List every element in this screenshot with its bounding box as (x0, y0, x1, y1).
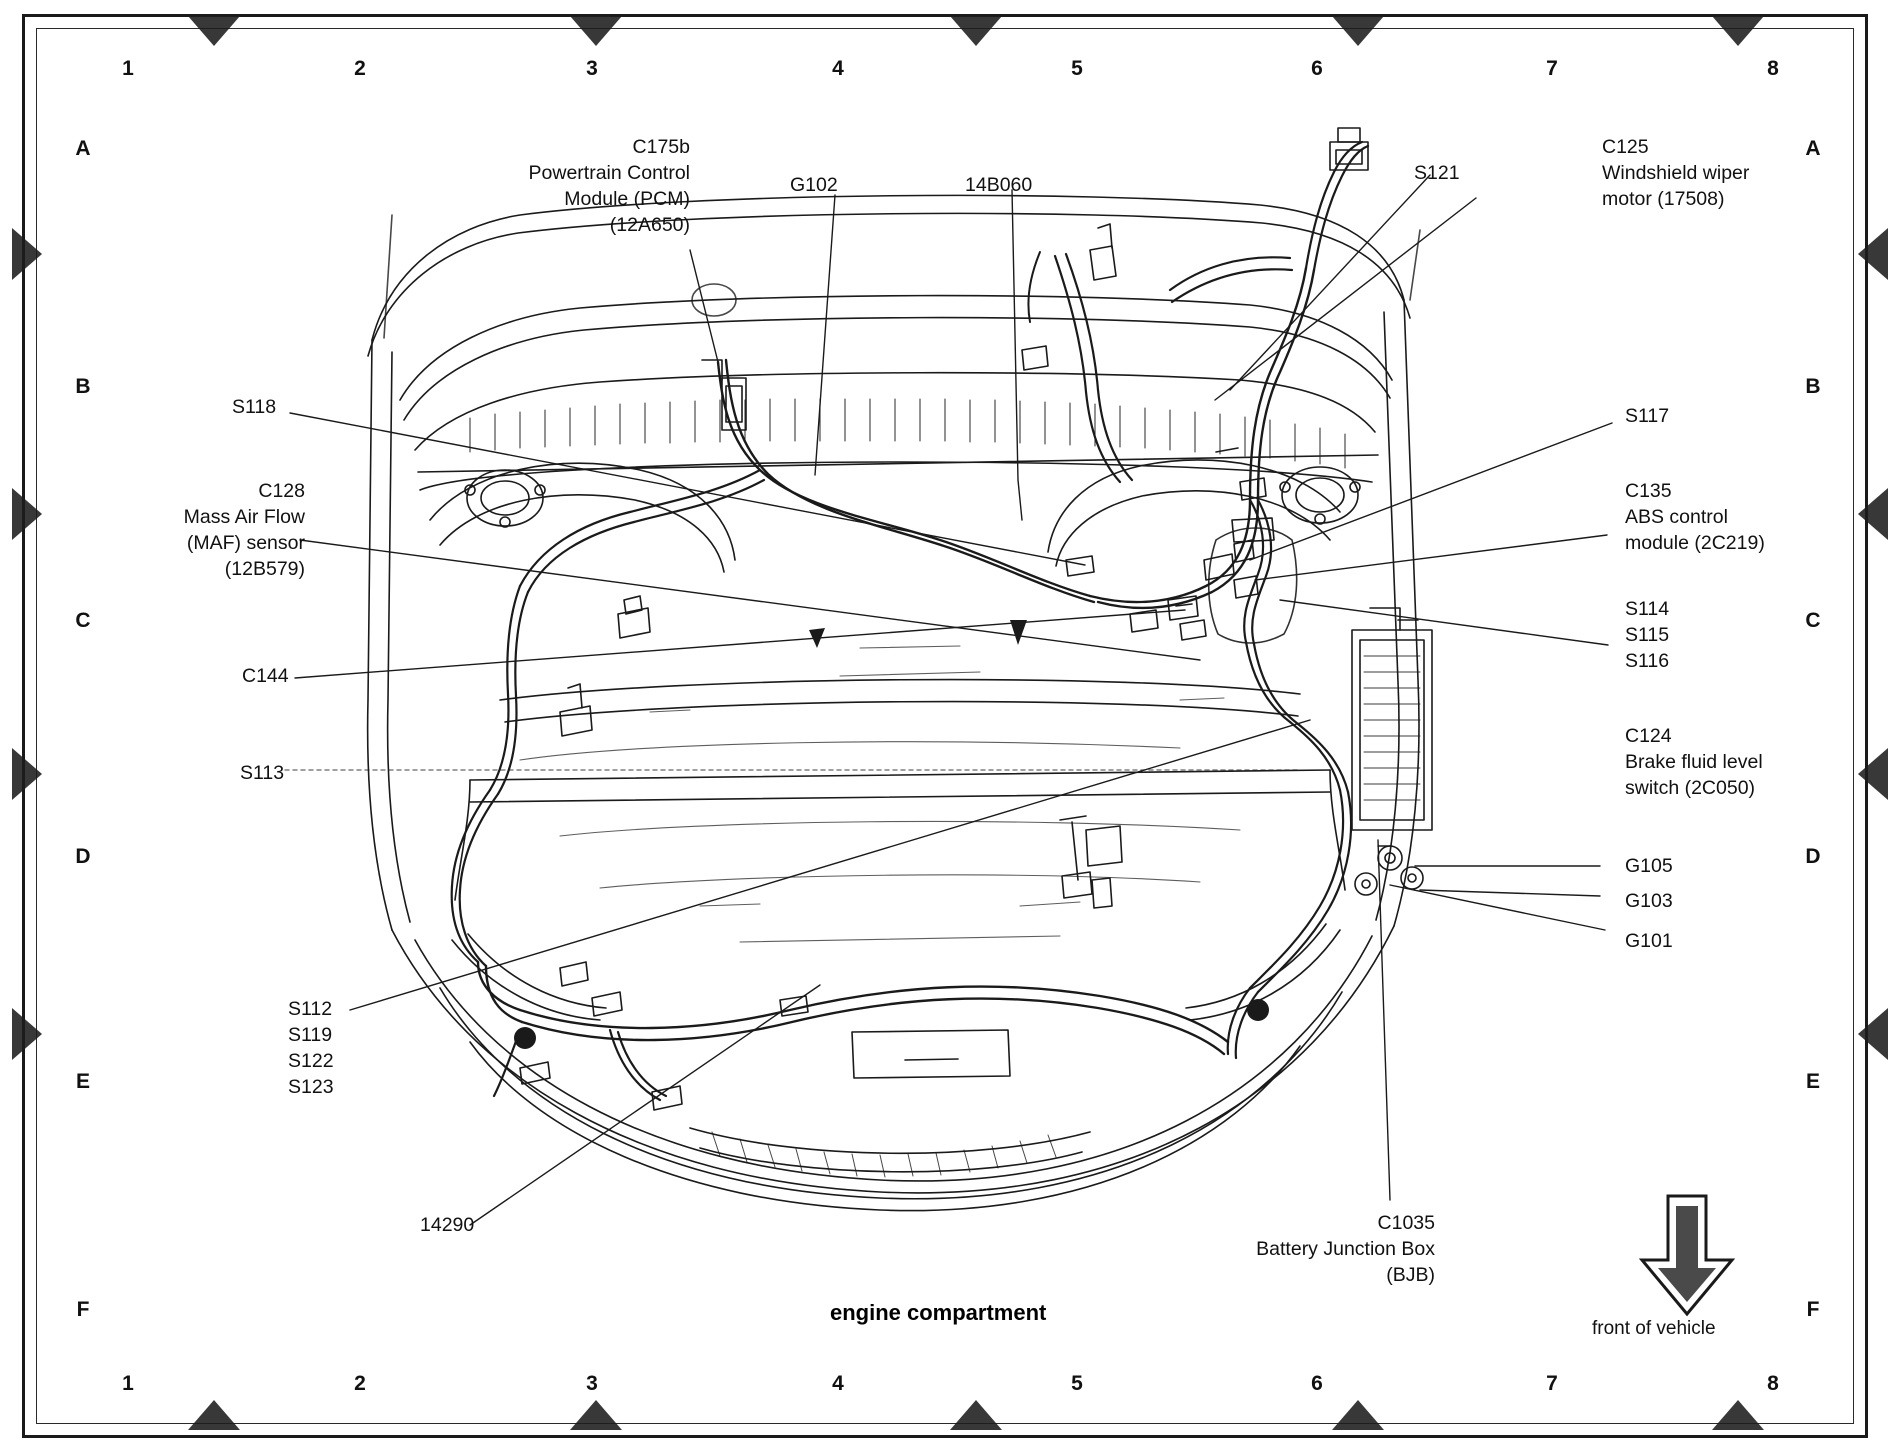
grid-column-7-top: 7 (1546, 57, 1558, 80)
callout-c175b-line-4: (12A650) (609, 214, 690, 236)
grid-column-6-bottom: 6 (1311, 1372, 1323, 1395)
registration-mark-icon (12, 748, 42, 800)
callout-s121 (1414, 160, 1460, 186)
callout-s113-line-1: S113 (240, 762, 285, 784)
callout-c135-line-3: module (2C219) (1625, 532, 1765, 554)
callout-c175b-line-3: Module (PCM) (564, 188, 690, 210)
callout-c175b-line-2: Powertrain Control (528, 162, 690, 184)
callout-c124-line-2: Brake fluid level (1625, 751, 1763, 773)
callout-c128 (140, 478, 305, 582)
registration-mark-icon (1858, 748, 1888, 800)
callout-c144-line-1: C144 (242, 665, 289, 687)
grid-column-2-bottom: 2 (354, 1372, 366, 1395)
registration-mark-icon (1712, 16, 1764, 46)
callout-s116-line-3: S116 (1625, 650, 1670, 672)
callout-c124 (1625, 723, 1763, 801)
grid-column-5-top: 5 (1071, 57, 1083, 80)
callout-14b060 (965, 172, 1032, 198)
registration-mark-icon (12, 1008, 42, 1060)
registration-mark-icon (570, 16, 622, 46)
callout-g105-line-1: G105 (1625, 855, 1673, 877)
front-of-vehicle-label: front of vehicle (1592, 1318, 1716, 1339)
callout-g101-line-1: G101 (1625, 930, 1673, 952)
callout-s122-line-3: S122 (288, 1050, 334, 1072)
grid-row-e-right: E (1805, 1070, 1820, 1093)
callout-c128-line-2: Mass Air Flow (183, 506, 305, 528)
callout-s123-line-4: S123 (288, 1076, 334, 1098)
callout-c124-line-3: switch (2C050) (1625, 777, 1756, 799)
registration-mark-icon (188, 16, 240, 46)
grid-row-e-left: E (75, 1070, 90, 1093)
grid-column-8-bottom: 8 (1767, 1372, 1779, 1395)
grid-column-1-bottom: 1 (122, 1372, 134, 1395)
callout-g101 (1625, 928, 1673, 954)
callout-s112-group (288, 996, 334, 1100)
callout-c144 (242, 663, 289, 689)
callout-14b060-line-1: 14B060 (965, 174, 1033, 196)
callout-c135 (1625, 478, 1765, 556)
callout-14290-line-1: 14290 (420, 1214, 475, 1236)
callout-g103-line-1: G103 (1625, 890, 1673, 912)
registration-mark-icon (1712, 1400, 1764, 1430)
grid-row-f-left: F (76, 1298, 90, 1321)
callout-s117 (1625, 403, 1669, 429)
front-of-vehicle-arrow-icon (1632, 1190, 1742, 1320)
callout-c124-line-1: C124 (1625, 725, 1672, 747)
grid-column-2-top: 2 (354, 57, 366, 80)
grid-column-3-bottom: 3 (586, 1372, 598, 1395)
callout-g102-line-1: G102 (790, 174, 838, 196)
callout-c135-line-1: C135 (1625, 480, 1672, 502)
grid-row-a-right: A (1805, 137, 1821, 160)
callout-g103 (1625, 888, 1673, 914)
callout-c1035-line-3: (BJB) (1386, 1264, 1435, 1286)
callout-c1035 (1200, 1210, 1435, 1288)
callout-c135-line-2: ABS control (1625, 506, 1728, 528)
registration-mark-icon (1332, 16, 1384, 46)
page-border-inner (36, 28, 1854, 1424)
grid-column-5-bottom: 5 (1071, 1372, 1083, 1395)
grid-row-b-left: B (75, 375, 91, 398)
callout-s118 (232, 394, 276, 420)
grid-row-c-left: C (75, 609, 91, 632)
callout-s114-s116 (1625, 596, 1669, 674)
registration-mark-icon (1858, 1008, 1888, 1060)
callout-c125-line-2: Windshield wiper (1602, 162, 1750, 184)
registration-mark-icon (950, 16, 1002, 46)
grid-row-a-left: A (75, 137, 91, 160)
callout-s112-line-1: S112 (288, 998, 333, 1020)
callout-c175b-line-1: C175b (632, 136, 690, 158)
callout-s113 (240, 760, 284, 786)
grid-row-c-right: C (1805, 609, 1821, 632)
callout-s119-line-2: S119 (288, 1024, 333, 1046)
callout-c125 (1602, 134, 1749, 212)
callout-s117-line-1: S117 (1625, 405, 1670, 427)
callout-c1035-line-1: C1035 (1377, 1212, 1435, 1234)
callout-c128-line-3: (MAF) sensor (186, 532, 305, 554)
grid-column-4-top: 4 (832, 57, 844, 80)
grid-column-1-top: 1 (122, 57, 134, 80)
callout-c128-line-4: (12B579) (224, 558, 305, 580)
callout-c175b (450, 134, 690, 238)
grid-row-d-left: D (75, 845, 91, 868)
callout-c1035-line-2: Battery Junction Box (1256, 1238, 1435, 1260)
registration-mark-icon (1332, 1400, 1384, 1430)
registration-mark-icon (1858, 228, 1888, 280)
callout-14290 (420, 1212, 474, 1238)
grid-row-f-right: F (1806, 1298, 1820, 1321)
grid-row-d-right: D (1805, 845, 1821, 868)
registration-mark-icon (12, 488, 42, 540)
grid-column-8-top: 8 (1767, 57, 1779, 80)
callout-s118-line-1: S118 (232, 396, 277, 418)
registration-mark-icon (12, 228, 42, 280)
callout-c125-line-3: motor (17508) (1602, 188, 1725, 210)
grid-column-6-top: 6 (1311, 57, 1323, 80)
grid-column-7-bottom: 7 (1546, 1372, 1558, 1395)
callout-g105 (1625, 853, 1673, 879)
grid-column-4-bottom: 4 (832, 1372, 844, 1395)
callout-s114-line-1: S114 (1625, 598, 1670, 620)
callout-c128-line-1: C128 (258, 480, 305, 502)
registration-mark-icon (570, 1400, 622, 1430)
registration-mark-icon (1858, 488, 1888, 540)
grid-column-3-top: 3 (586, 57, 598, 80)
registration-mark-icon (950, 1400, 1002, 1430)
registration-mark-icon (188, 1400, 240, 1430)
diagram-caption: engine compartment (830, 1300, 1047, 1325)
grid-row-b-right: B (1805, 375, 1821, 398)
callout-s115-line-2: S115 (1625, 624, 1670, 646)
callout-s121-line-1: S121 (1414, 162, 1460, 184)
callout-g102 (790, 172, 838, 198)
callout-c125-line-1: C125 (1602, 136, 1649, 158)
